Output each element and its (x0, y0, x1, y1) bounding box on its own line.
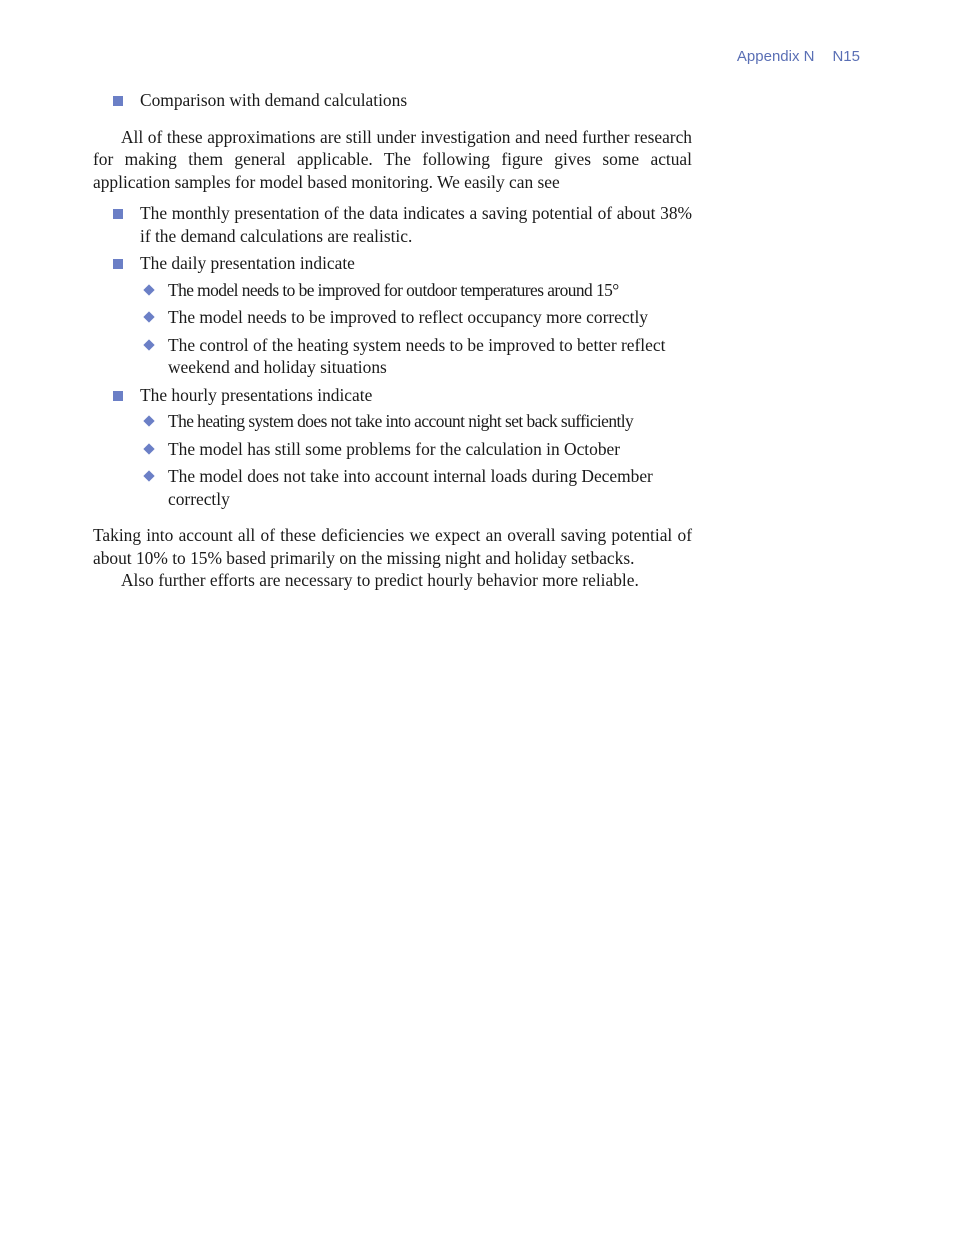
sublist-item-text: The model needs to be improved for outdoor temperatures around 15° (168, 279, 619, 300)
sublist-item (140, 410, 692, 433)
sublist-item-text: The heating system does not take into account night set back sufficiently (168, 411, 634, 431)
sublist-item-text: The model does not take into account internal loads during December correctly (168, 466, 653, 509)
sublist-item-text: The control of the heating system needs to be improved to better reflect weekend and holiday situations (168, 334, 666, 377)
list-item-text: The daily presentation indicate (140, 253, 355, 273)
paragraph-outlook: Also further efforts are necessary to predict hourly behavior more reliable. (121, 570, 639, 590)
sublist-item (140, 334, 692, 379)
list-item-monthly (93, 202, 692, 247)
sublist-item (140, 438, 692, 461)
diamond-bullet-icon (143, 443, 154, 454)
list-item-daily (93, 252, 692, 379)
square-bullet-icon (113, 209, 123, 219)
diamond-bullet-icon (143, 339, 154, 350)
hourly-sublist (140, 410, 692, 510)
list-item-text: The monthly presentation of the data indicates a saving potential of about 38% if the demand calculations are realistic. (140, 203, 692, 246)
list-item-text: Comparison with demand calculations (140, 90, 408, 110)
paragraph-intro: All of these approximations are still under investigation and need further research for making them general applicable. The following figure gives some actual application samples for model based monitoring. We easily can see (93, 126, 692, 192)
running-head-section: Appendix N (736, 48, 815, 65)
findings-list (93, 202, 692, 510)
square-bullet-icon (113, 259, 123, 269)
paragraph-conclusion: Taking into account all of these deficiencies we expect an overall saving potential of about 10% to 15% based primarily on the missing night and holiday setbacks. (93, 525, 692, 568)
list-item-hourly (93, 384, 692, 511)
sublist-item (140, 306, 692, 329)
diamond-bullet-icon (143, 284, 154, 295)
sublist-item (140, 279, 692, 302)
diamond-bullet-icon (143, 470, 154, 481)
list-item-text: The hourly presentations indicate (140, 384, 373, 405)
page-body (93, 89, 692, 592)
sublist-item-text: The model needs to be improved to reflect occupancy more correctly (168, 307, 648, 327)
diamond-bullet-icon (143, 311, 154, 322)
square-bullet-icon (113, 96, 123, 106)
intro-list (93, 89, 692, 112)
square-bullet-icon (113, 391, 123, 401)
sublist-item-text: The model has still some problems for the calculation in October (168, 438, 621, 459)
diamond-bullet-icon (143, 415, 154, 426)
list-item (93, 89, 692, 112)
running-head (737, 48, 860, 65)
sublist-item (140, 465, 692, 510)
daily-sublist (140, 279, 692, 379)
page-number: N15 (832, 48, 860, 65)
